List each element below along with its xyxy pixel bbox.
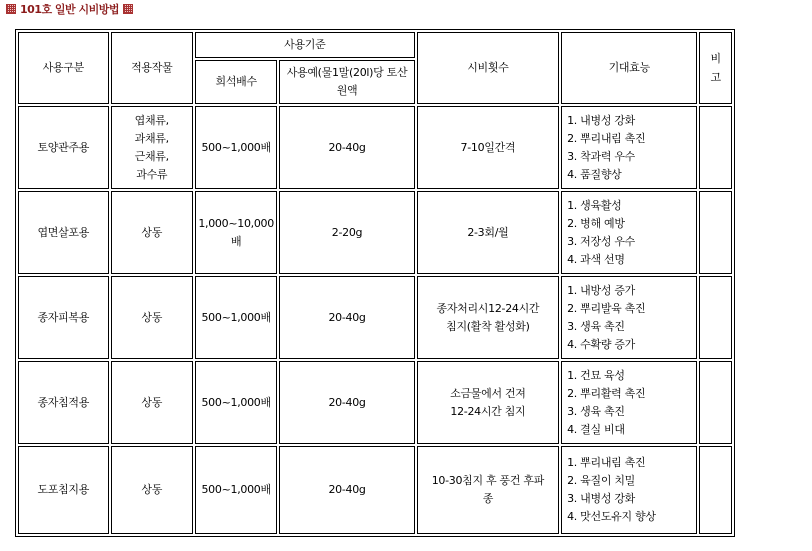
cell-crops <box>111 106 193 189</box>
header-effects: 기대효능 <box>561 32 697 104</box>
header-remarks <box>699 32 732 104</box>
cell-effects <box>561 361 697 444</box>
cell-frequency <box>417 106 559 189</box>
effect-item: 2. 병해 예방 <box>567 216 625 230</box>
frequency-line: 10-30침지 후 풍건 후파 <box>431 474 545 487</box>
cell-effects <box>561 446 697 534</box>
dilution-line: 500~1,000배 <box>201 395 271 409</box>
cell-crops <box>111 276 193 359</box>
frequency-line: 종 <box>482 492 494 505</box>
header-row-1 <box>18 32 732 58</box>
fertilization-table <box>15 29 735 537</box>
effect-item: 4. 수확량 증가 <box>567 337 636 351</box>
cell-dilution <box>195 446 277 534</box>
cell-remarks <box>699 106 732 189</box>
frequency-line: 12-24시간 침지 <box>450 404 526 418</box>
table-row <box>18 276 732 359</box>
cell-frequency <box>417 191 559 274</box>
crop-line: 엽채류, <box>134 113 169 127</box>
cell-dilution <box>195 361 277 444</box>
frequency-line: 종자처리시12-24시간 <box>436 301 540 315</box>
cell-crops <box>111 446 193 534</box>
cell-example: 20-40g <box>279 446 414 534</box>
dilution-line: 1,000~10,000 <box>198 216 274 230</box>
effect-item: 3. 착과력 우수 <box>567 149 636 163</box>
cell-example: 20-40g <box>279 361 414 444</box>
cell-dilution <box>195 191 277 274</box>
cell-crops <box>111 361 193 444</box>
crop-line: 근채류, <box>134 149 169 163</box>
table-row <box>18 106 732 189</box>
header-example: 사용예(물1말(20l)당 토산원액 <box>279 60 414 104</box>
header-dilution: 희석배수 <box>195 60 277 104</box>
crop-line: 상동 <box>141 395 163 409</box>
heading-title: 101호 일반 시비방법 <box>20 3 120 16</box>
cell-dilution <box>195 106 277 189</box>
effect-item: 2. 뿌리발육 촉진 <box>567 301 646 315</box>
cell-frequency <box>417 361 559 444</box>
effect-item: 4. 품질향상 <box>567 167 622 181</box>
effect-item: 1. 생육활성 <box>567 198 622 212</box>
effect-item: 4. 과색 선명 <box>567 252 625 266</box>
effect-item: 2. 뿌리내림 촉진 <box>567 131 646 145</box>
effect-item: 1. 내병성 강화 <box>567 113 636 127</box>
effect-item: 3. 생육 촉진 <box>567 319 625 333</box>
cell-category: 종자침적용 <box>18 361 109 444</box>
effect-item: 3. 저장성 우수 <box>567 234 636 248</box>
table-row <box>18 446 732 534</box>
crop-line: 과수류 <box>136 167 168 181</box>
cell-category: 엽면살포용 <box>18 191 109 274</box>
hatched-square-icon <box>123 4 133 14</box>
cell-example: 20-40g <box>279 106 414 189</box>
cell-category: 종자피복용 <box>18 276 109 359</box>
cell-dilution <box>195 276 277 359</box>
header-remarks-char: 고 <box>710 71 721 84</box>
dilution-line: 500~1,000배 <box>201 140 271 154</box>
effect-item: 2. 육질이 치밀 <box>567 474 636 487</box>
effect-item: 3. 내병성 강화 <box>567 492 636 505</box>
crop-line: 과채류, <box>134 131 169 145</box>
effect-item: 1. 뿌리내림 촉진 <box>567 456 646 469</box>
cell-remarks <box>699 361 732 444</box>
cell-category: 토양관주용 <box>18 106 109 189</box>
frequency-line: 2-3회/월 <box>467 225 509 239</box>
dilution-line: 배 <box>230 234 242 248</box>
dilution-line: 500~1,000배 <box>201 310 271 324</box>
cell-example: 20-40g <box>279 276 414 359</box>
header-standard-group: 사용기준 <box>195 32 415 58</box>
cell-example: 2-20g <box>279 191 414 274</box>
frequency-line: 침지(활착 활성화) <box>446 319 530 333</box>
crop-line: 상동 <box>141 310 163 324</box>
frequency-line: 7-10일간격 <box>460 140 516 154</box>
effect-item: 2. 뿌리활력 촉진 <box>567 386 646 400</box>
cell-effects <box>561 106 697 189</box>
effect-item: 3. 생육 촉진 <box>567 404 625 418</box>
effect-item: 4. 결실 비대 <box>567 422 625 436</box>
crop-line: 상동 <box>141 483 163 496</box>
cell-remarks <box>699 446 732 534</box>
header-frequency: 시비횟수 <box>417 32 559 104</box>
cell-frequency <box>417 276 559 359</box>
cell-crops <box>111 191 193 274</box>
cell-category: 도포침지용 <box>18 446 109 534</box>
crop-line: 상동 <box>141 225 163 239</box>
cell-frequency <box>417 446 559 534</box>
cell-effects <box>561 191 697 274</box>
cell-remarks <box>699 191 732 274</box>
table-row <box>18 191 732 274</box>
effect-item: 1. 건묘 육성 <box>567 368 625 382</box>
frequency-line: 소금물에서 건져 <box>450 386 526 400</box>
cell-effects <box>561 276 697 359</box>
dilution-line: 500~1,000배 <box>201 483 271 496</box>
header-remarks-char: 비 <box>710 52 721 65</box>
hatched-square-icon <box>6 4 16 14</box>
header-category: 사용구분 <box>18 32 109 104</box>
page-heading <box>6 2 133 16</box>
cell-remarks <box>699 276 732 359</box>
effect-item: 4. 맛선도유지 향상 <box>567 510 656 523</box>
header-crops: 적용작물 <box>111 32 193 104</box>
table-row <box>18 361 732 444</box>
effect-item: 1. 내방성 증가 <box>567 283 636 297</box>
